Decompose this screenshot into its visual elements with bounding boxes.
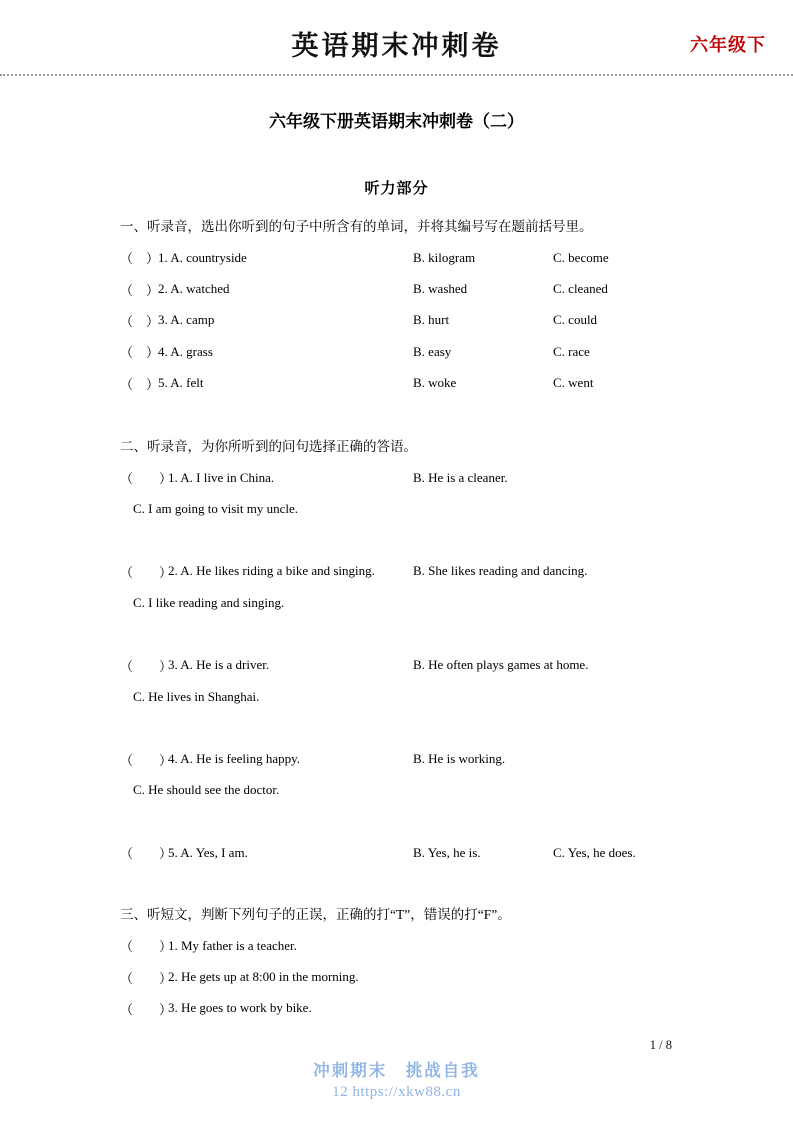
option-a: 3. A. camp xyxy=(158,312,215,328)
option-b: B. hurt xyxy=(413,312,450,328)
part1-rows xyxy=(120,242,678,399)
option-b: B. He is a cleaner. xyxy=(413,469,508,485)
footer-slogan: 冲刺期末 挑战自我 xyxy=(313,1061,480,1080)
option-b: B. kilogram xyxy=(413,249,476,265)
option-c: C. cleaned xyxy=(553,281,608,297)
option-c: C. He should see the doctor. xyxy=(133,782,280,798)
option-a: 4. A. He is feeling happy. xyxy=(168,751,301,767)
listening-section-title: 听力部分 xyxy=(364,181,429,197)
question-row xyxy=(120,556,678,587)
option-a: 5. A. felt xyxy=(158,375,204,391)
part2-heading: 二、听录音，为你所听到的问句选择正确的答语。 xyxy=(120,439,417,454)
option-c: C. I like reading and singing. xyxy=(133,594,285,610)
answer-bracket: （ ） xyxy=(120,282,160,298)
option-a: 1. A. countryside xyxy=(158,249,247,265)
option-b: B. Yes, he is. xyxy=(413,844,481,860)
answer-bracket: （ ） xyxy=(120,376,160,392)
answer-bracket: （ ） xyxy=(120,471,173,487)
question-row xyxy=(120,273,678,304)
option-b: B. He is working. xyxy=(413,751,506,767)
option-b: B. She likes reading and dancing. xyxy=(413,563,588,579)
page-indicator: 1 / 8 xyxy=(649,1038,672,1052)
answer-bracket: （ ） xyxy=(120,939,173,955)
question-row xyxy=(120,930,678,961)
answer-bracket: （ ） xyxy=(120,251,160,267)
answer-bracket: （ ） xyxy=(120,313,160,329)
question-row xyxy=(120,650,678,681)
exam-header-title: 英语期末冲刺卷 xyxy=(291,31,502,61)
statement: 3. He goes to work by bike. xyxy=(168,1000,312,1016)
part3-section xyxy=(120,905,678,1024)
statement: 2. He gets up at 8:00 in the morning. xyxy=(168,969,359,985)
grade-badge: 六年级下 xyxy=(690,35,766,55)
question-block xyxy=(120,743,678,806)
option-c: C. went xyxy=(553,375,594,391)
footer-watermark: 12 https://xkw88.cn xyxy=(332,1084,461,1100)
statement: 1. My father is a teacher. xyxy=(168,937,297,953)
option-c: C. He lives in Shanghai. xyxy=(133,688,260,704)
option-a: 2. A. watched xyxy=(158,281,230,297)
question-row xyxy=(120,305,678,336)
part1-section xyxy=(120,217,678,399)
question-row xyxy=(120,462,678,493)
answer-bracket: （ ） xyxy=(120,752,173,768)
answer-bracket: （ ） xyxy=(120,564,173,580)
question-row xyxy=(120,743,678,774)
question-block xyxy=(120,462,678,525)
option-b: B. easy xyxy=(413,343,452,359)
question-row xyxy=(120,368,678,399)
answer-bracket: （ ） xyxy=(120,345,160,361)
option-a: 2. A. He likes riding a bike and singing. xyxy=(168,563,375,579)
option-b: B. washed xyxy=(413,281,468,297)
page-footer xyxy=(0,1057,793,1101)
answer-bracket: （ ） xyxy=(120,658,173,674)
option-b: B. He often plays games at home. xyxy=(413,657,589,673)
question-block xyxy=(120,650,678,713)
part2-section xyxy=(120,437,678,869)
answer-bracket: （ ） xyxy=(120,846,173,862)
option-a: 3. A. He is a driver. xyxy=(168,657,270,673)
answer-bracket: （ ） xyxy=(120,1001,173,1017)
option-b: B. woke xyxy=(413,375,457,391)
question-row xyxy=(120,993,678,1024)
part3-heading: 三、听短文，判断下列句子的正误，正确的打“T”，错误的打“F”。 xyxy=(120,907,511,922)
part3-rows xyxy=(120,930,678,1024)
question-row xyxy=(120,961,678,992)
question-row xyxy=(120,242,678,273)
option-c: C. become xyxy=(553,249,609,265)
option-c: C. race xyxy=(553,343,590,359)
dotted-separator xyxy=(0,74,793,76)
document-title: 六年级下册英语期末冲刺卷（二） xyxy=(269,112,524,131)
part1-heading: 一、听录音，选出你听到的句子中所含有的单词，并将其编号写在题前括号里。 xyxy=(120,219,593,234)
option-c: C. I am going to visit my uncle. xyxy=(133,501,299,517)
option-a: 1. A. I live in China. xyxy=(168,469,275,485)
part2-rows xyxy=(120,462,678,869)
question-block xyxy=(120,556,678,619)
answer-bracket: （ ） xyxy=(120,970,173,986)
option-a: 4. A. grass xyxy=(158,343,213,359)
option-c: C. Yes, he does. xyxy=(553,844,636,860)
option-c: C. could xyxy=(553,312,598,328)
question-row xyxy=(120,336,678,367)
question-row xyxy=(120,837,678,868)
option-a: 5. A. Yes, I am. xyxy=(168,844,248,860)
